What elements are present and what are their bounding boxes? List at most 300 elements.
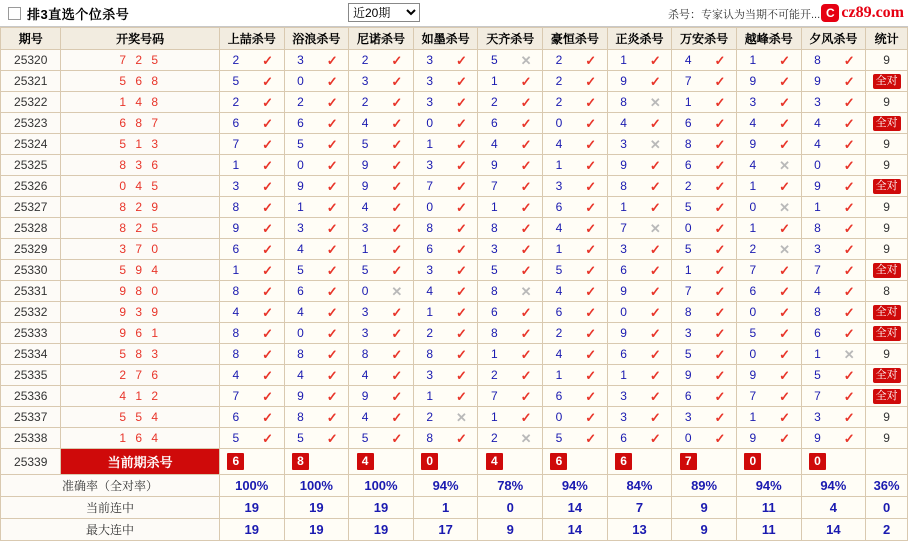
cell-kill-8 <box>736 260 801 281</box>
cell-kill-6 <box>607 323 672 344</box>
kill-number: 2 <box>490 95 498 109</box>
cell-kill-2 <box>349 218 414 239</box>
period-select-wrapper[interactable] <box>348 3 420 22</box>
cell-kill-2 <box>349 176 414 197</box>
site-logo[interactable] <box>821 3 904 23</box>
cell-kill-7 <box>672 134 737 155</box>
cell-open-numbers: 8 2 9 <box>61 197 219 218</box>
kill-number: 3 <box>361 221 369 235</box>
check-icon: ✓ <box>262 304 274 320</box>
kill-number: 9 <box>297 389 304 403</box>
cell-period: 25331 <box>1 281 61 302</box>
cell-kill-5 <box>543 155 608 176</box>
cell-open-numbers: 7 2 5 <box>61 50 219 71</box>
cell-kill-8 <box>736 92 801 113</box>
cell-kill-3 <box>413 407 478 428</box>
kill-number: 3 <box>814 95 821 109</box>
cell-kill-9 <box>801 134 866 155</box>
check-icon: ✓ <box>843 73 855 89</box>
check-icon: ✓ <box>326 262 338 278</box>
cell-kill-1 <box>284 50 349 71</box>
kill-number: 2 <box>426 326 434 340</box>
kill-number: 4 <box>297 305 304 319</box>
cell-kill-4 <box>478 176 543 197</box>
check-icon: ✓ <box>843 367 855 383</box>
cell-kill-2 <box>349 407 414 428</box>
cell-kill-1 <box>284 344 349 365</box>
check-icon: ✓ <box>585 283 597 299</box>
summary-value-3: 17 <box>413 519 478 541</box>
cell-kill-2 <box>349 239 414 260</box>
cell-open-numbers: 1 4 8 <box>61 92 219 113</box>
cell-period: 25325 <box>1 155 61 176</box>
check-icon: ✓ <box>585 178 597 194</box>
cell-kill-8 <box>736 50 801 71</box>
check-icon: ✓ <box>456 199 467 215</box>
cell-period: 25336 <box>1 386 61 407</box>
check-icon: ✓ <box>779 409 791 425</box>
kill-number: 4 <box>232 368 240 382</box>
column-header-killer-1[interactable]: 浴浪杀号 <box>284 28 349 50</box>
status-badge: 全对 <box>873 326 901 341</box>
cell-stat <box>866 323 908 344</box>
table-row <box>1 71 908 92</box>
cell-kill-8 <box>736 428 801 449</box>
kill-number: 8 <box>426 347 434 361</box>
check-icon: ✓ <box>843 115 855 131</box>
column-header-open: 开奖号码 <box>61 28 219 50</box>
kill-number: 8 <box>232 200 240 214</box>
table-row <box>1 302 908 323</box>
cell-kill-1 <box>284 71 349 92</box>
kill-number: 1 <box>490 347 498 361</box>
kill-number: 0 <box>684 221 692 235</box>
check-icon: ✓ <box>391 220 403 236</box>
summary-value-4: 78% <box>478 475 543 497</box>
kill-number: 4 <box>555 221 563 235</box>
check-icon: ✓ <box>326 220 338 236</box>
kill-number: 5 <box>297 431 304 445</box>
check-icon: ✓ <box>585 241 597 257</box>
cell-current-kill-5 <box>543 449 608 475</box>
cell-kill-6 <box>607 176 672 197</box>
summary-stat: 36% <box>866 475 908 497</box>
check-icon: ✓ <box>520 136 532 152</box>
cell-kill-3 <box>413 155 478 176</box>
column-header-killer-6[interactable]: 正炎杀号 <box>607 28 672 50</box>
check-icon: ✓ <box>649 388 661 404</box>
check-icon: ✓ <box>779 325 791 341</box>
cell-stat: 9 <box>866 239 908 260</box>
cell-kill-5 <box>543 134 608 155</box>
column-header-killer-3[interactable]: 如墨杀号 <box>413 28 478 50</box>
table-row <box>1 197 908 218</box>
cell-current-kill-4 <box>478 449 543 475</box>
kill-number: 8 <box>426 221 434 235</box>
check-icon: ✓ <box>520 304 532 320</box>
kill-number: 4 <box>555 137 563 151</box>
kill-number: 2 <box>232 53 240 67</box>
check-icon: ✓ <box>585 199 597 215</box>
check-icon: ✓ <box>326 136 338 152</box>
kill-number: 8 <box>814 305 821 319</box>
cell-open-numbers: 1 6 4 <box>61 428 219 449</box>
check-icon: ✓ <box>649 262 661 278</box>
check-icon: ✓ <box>456 73 467 89</box>
kill-number: 3 <box>620 410 627 424</box>
column-header-killer-4[interactable]: 天齐杀号 <box>478 28 543 50</box>
kill-number: 1 <box>555 242 563 256</box>
cross-icon: ✕ <box>649 136 661 152</box>
kill-number: 1 <box>232 158 240 172</box>
cell-kill-0 <box>219 50 284 71</box>
check-icon: ✓ <box>649 283 661 299</box>
column-header-killer-2[interactable]: 尼诺杀号 <box>349 28 414 50</box>
kill-number: 3 <box>426 368 434 382</box>
kill-number: 5 <box>749 326 757 340</box>
check-icon: ✓ <box>649 409 661 425</box>
kill-number: 3 <box>297 53 304 67</box>
check-icon: ✓ <box>520 262 532 278</box>
check-icon: ✓ <box>456 52 467 68</box>
kill-number: 2 <box>555 53 563 67</box>
check-icon: ✓ <box>262 367 274 383</box>
cell-kill-7 <box>672 239 737 260</box>
table-row <box>1 218 908 239</box>
table-row <box>1 407 908 428</box>
kill-number: 1 <box>297 200 304 214</box>
check-icon: ✓ <box>391 199 403 215</box>
kill-number: 7 <box>684 74 692 88</box>
check-icon: ✓ <box>262 199 274 215</box>
kill-number: 8 <box>684 137 692 151</box>
kill-number: 2 <box>490 431 498 445</box>
cell-kill-8 <box>736 71 801 92</box>
kill-number: 8 <box>361 347 369 361</box>
cell-period: 25333 <box>1 323 61 344</box>
check-icon: ✓ <box>262 388 274 404</box>
summary-value-9: 14 <box>801 519 866 541</box>
cell-stat <box>866 71 908 92</box>
check-icon: ✓ <box>456 430 467 446</box>
cell-current-kill-8 <box>736 449 801 475</box>
kill-number: 8 <box>232 326 240 340</box>
cell-kill-1 <box>284 218 349 239</box>
column-header-killer-9[interactable]: 夕风杀号 <box>801 28 866 50</box>
table-row <box>1 281 908 302</box>
cell-kill-3 <box>413 239 478 260</box>
column-header-killer-8[interactable]: 越峰杀号 <box>736 28 801 50</box>
summary-value-6: 7 <box>607 497 672 519</box>
cell-kill-6 <box>607 365 672 386</box>
cell-current-kill-7 <box>672 449 737 475</box>
cell-kill-5 <box>543 260 608 281</box>
table-row <box>1 260 908 281</box>
cell-kill-6 <box>607 260 672 281</box>
check-icon: ✓ <box>649 199 661 215</box>
cell-kill-3 <box>413 302 478 323</box>
cell-kill-7 <box>672 113 737 134</box>
summary-stat: 2 <box>866 519 908 541</box>
cell-kill-5 <box>543 323 608 344</box>
check-icon: ✓ <box>585 136 597 152</box>
kill-number: 3 <box>426 158 434 172</box>
select-all-checkbox[interactable] <box>8 7 21 20</box>
status-badge: 全对 <box>873 263 901 278</box>
kill-number: 3 <box>620 137 627 151</box>
cross-icon: ✕ <box>391 283 403 299</box>
check-icon: ✓ <box>262 346 274 362</box>
status-badge: 全对 <box>873 179 901 194</box>
kill-number: 9 <box>620 284 627 298</box>
cell-kill-7 <box>672 197 737 218</box>
cell-kill-2 <box>349 92 414 113</box>
column-header-killer-0[interactable]: 上喆杀号 <box>219 28 284 50</box>
check-icon: ✓ <box>262 73 274 89</box>
cell-kill-8 <box>736 344 801 365</box>
kill-number: 1 <box>555 158 563 172</box>
check-icon: ✓ <box>714 367 726 383</box>
check-icon: ✓ <box>649 430 661 446</box>
period-select[interactable] <box>348 3 420 22</box>
summary-row-1 <box>1 497 908 519</box>
check-icon: ✓ <box>843 430 855 446</box>
cell-kill-7 <box>672 323 737 344</box>
logo-badge-icon: C <box>821 4 839 22</box>
kill-number: 4 <box>555 347 563 361</box>
kill-number: 8 <box>232 284 240 298</box>
cell-current-kill-0 <box>219 449 284 475</box>
check-icon: ✓ <box>843 304 855 320</box>
check-icon: ✓ <box>391 136 403 152</box>
kill-number: 6 <box>555 305 563 319</box>
check-icon: ✓ <box>391 241 403 257</box>
kill-number: 7 <box>749 389 757 403</box>
check-icon: ✓ <box>391 304 403 320</box>
check-icon: ✓ <box>456 157 467 173</box>
kill-number: 7 <box>814 389 821 403</box>
cell-kill-6 <box>607 92 672 113</box>
cell-kill-1 <box>284 197 349 218</box>
cell-open-numbers: 9 3 9 <box>61 302 219 323</box>
check-icon: ✓ <box>843 283 855 299</box>
cell-kill-6 <box>607 71 672 92</box>
cell-kill-2 <box>349 302 414 323</box>
cell-kill-2 <box>349 197 414 218</box>
cell-kill-9 <box>801 92 866 113</box>
cell-kill-7 <box>672 50 737 71</box>
kill-number: 8 <box>490 326 498 340</box>
check-icon: ✓ <box>520 220 532 236</box>
check-icon: ✓ <box>326 325 338 341</box>
cell-open-numbers: 5 6 8 <box>61 71 219 92</box>
cell-kill-0 <box>219 176 284 197</box>
cell-kill-4 <box>478 197 543 218</box>
current-period-label: 当前期杀号 <box>61 449 219 475</box>
column-header-killer-5[interactable]: 豪恒杀号 <box>543 28 608 50</box>
check-icon: ✓ <box>779 283 791 299</box>
cell-stat: 9 <box>866 428 908 449</box>
check-icon: ✓ <box>262 115 274 131</box>
cell-kill-5 <box>543 407 608 428</box>
current-kill-number: 8 <box>292 453 309 470</box>
cell-period: 25328 <box>1 218 61 239</box>
kill-number: 1 <box>426 305 434 319</box>
cell-stat <box>866 302 908 323</box>
kill-number: 9 <box>620 74 627 88</box>
top-toolbar <box>0 0 908 27</box>
cell-kill-3 <box>413 281 478 302</box>
cell-kill-9 <box>801 50 866 71</box>
kill-number: 1 <box>426 137 434 151</box>
kill-number: 5 <box>684 200 692 214</box>
cell-open-numbers: 0 4 5 <box>61 176 219 197</box>
kill-number: 6 <box>684 389 692 403</box>
check-icon: ✓ <box>456 304 467 320</box>
kill-number: 2 <box>297 95 304 109</box>
kill-number: 4 <box>361 410 369 424</box>
kill-number: 3 <box>232 179 240 193</box>
column-header-killer-7[interactable]: 万安杀号 <box>672 28 737 50</box>
check-icon: ✓ <box>326 346 338 362</box>
check-icon: ✓ <box>714 262 726 278</box>
cell-kill-4 <box>478 281 543 302</box>
cell-kill-4 <box>478 407 543 428</box>
kill-number: 4 <box>620 116 627 130</box>
kill-number: 3 <box>297 221 304 235</box>
check-icon: ✓ <box>456 325 467 341</box>
kill-number: 1 <box>490 74 498 88</box>
check-icon: ✓ <box>520 346 532 362</box>
check-icon: ✓ <box>714 52 726 68</box>
check-icon: ✓ <box>520 178 532 194</box>
kill-number: 0 <box>297 74 304 88</box>
cell-kill-8 <box>736 302 801 323</box>
check-icon: ✓ <box>714 178 726 194</box>
check-icon: ✓ <box>585 262 597 278</box>
cell-kill-1 <box>284 134 349 155</box>
kill-number: 3 <box>684 410 692 424</box>
status-badge: 全对 <box>873 116 901 131</box>
cell-kill-0 <box>219 239 284 260</box>
check-icon: ✓ <box>843 409 855 425</box>
cell-kill-3 <box>413 365 478 386</box>
cell-current-kill-3 <box>413 449 478 475</box>
kill-number: 6 <box>490 116 498 130</box>
kill-number: 7 <box>232 389 240 403</box>
status-badge: 全对 <box>873 74 901 89</box>
column-header-period: 期号 <box>1 28 61 50</box>
kill-number: 8 <box>426 431 434 445</box>
kill-number: 7 <box>684 284 692 298</box>
cell-kill-6 <box>607 218 672 239</box>
cell-kill-6 <box>607 407 672 428</box>
cross-icon: ✕ <box>520 430 532 446</box>
check-icon: ✓ <box>714 430 726 446</box>
check-icon: ✓ <box>714 388 726 404</box>
table-row <box>1 239 908 260</box>
kill-number: 7 <box>620 221 627 235</box>
summary-value-9: 94% <box>801 475 866 497</box>
check-icon: ✓ <box>649 73 661 89</box>
summary-value-1: 19 <box>284 519 349 541</box>
check-icon: ✓ <box>456 178 467 194</box>
cell-kill-2 <box>349 344 414 365</box>
cell-kill-6 <box>607 281 672 302</box>
check-icon: ✓ <box>649 115 661 131</box>
kill-number: 3 <box>361 305 369 319</box>
kill-number: 7 <box>426 179 434 193</box>
kill-number: 4 <box>749 116 757 130</box>
kill-number: 7 <box>814 263 821 277</box>
check-icon: ✓ <box>649 346 661 362</box>
check-icon: ✓ <box>520 367 532 383</box>
kill-number: 6 <box>232 410 240 424</box>
kill-number: 5 <box>361 263 369 277</box>
summary-row-2 <box>1 519 908 541</box>
kill-number-note: 杀号：专家认为当期不可能开... <box>668 9 821 21</box>
cell-stat: 9 <box>866 155 908 176</box>
summary-value-5: 14 <box>543 497 608 519</box>
check-icon: ✓ <box>585 388 597 404</box>
cell-stat <box>866 176 908 197</box>
cell-period: 25335 <box>1 365 61 386</box>
kill-number: 4 <box>361 368 369 382</box>
cell-current-stat <box>866 449 908 475</box>
check-icon: ✓ <box>843 262 855 278</box>
check-icon: ✓ <box>456 115 467 131</box>
cell-kill-4 <box>478 344 543 365</box>
check-icon: ✓ <box>262 220 274 236</box>
summary-value-1: 100% <box>284 475 349 497</box>
check-icon: ✓ <box>779 388 791 404</box>
kill-number: 0 <box>555 410 563 424</box>
cell-kill-0 <box>219 344 284 365</box>
check-icon: ✓ <box>649 241 661 257</box>
kill-number: 3 <box>426 53 434 67</box>
kill-number: 4 <box>361 116 369 130</box>
table-row <box>1 428 908 449</box>
cell-kill-6 <box>607 113 672 134</box>
kill-number: 0 <box>555 116 563 130</box>
table-row <box>1 176 908 197</box>
check-icon: ✓ <box>262 283 274 299</box>
cell-kill-0 <box>219 302 284 323</box>
kill-number: 5 <box>232 431 240 445</box>
summary-value-2: 19 <box>349 519 414 541</box>
kill-number: 4 <box>297 242 304 256</box>
kill-number: 6 <box>426 242 434 256</box>
kill-number: 4 <box>684 53 692 67</box>
cell-kill-9 <box>801 428 866 449</box>
check-icon: ✓ <box>843 241 855 257</box>
status-badge: 全对 <box>873 389 901 404</box>
cell-kill-9 <box>801 71 866 92</box>
kill-number: 6 <box>490 305 498 319</box>
cell-kill-9 <box>801 323 866 344</box>
check-icon: ✓ <box>391 178 403 194</box>
cell-kill-5 <box>543 176 608 197</box>
kill-number: 6 <box>620 431 627 445</box>
check-icon: ✓ <box>714 115 726 131</box>
cell-kill-6 <box>607 197 672 218</box>
kill-number: 3 <box>749 95 757 109</box>
table-header <box>1 28 908 50</box>
kill-number: 8 <box>297 410 304 424</box>
cell-period: 25324 <box>1 134 61 155</box>
cell-kill-9 <box>801 302 866 323</box>
cell-kill-9 <box>801 365 866 386</box>
